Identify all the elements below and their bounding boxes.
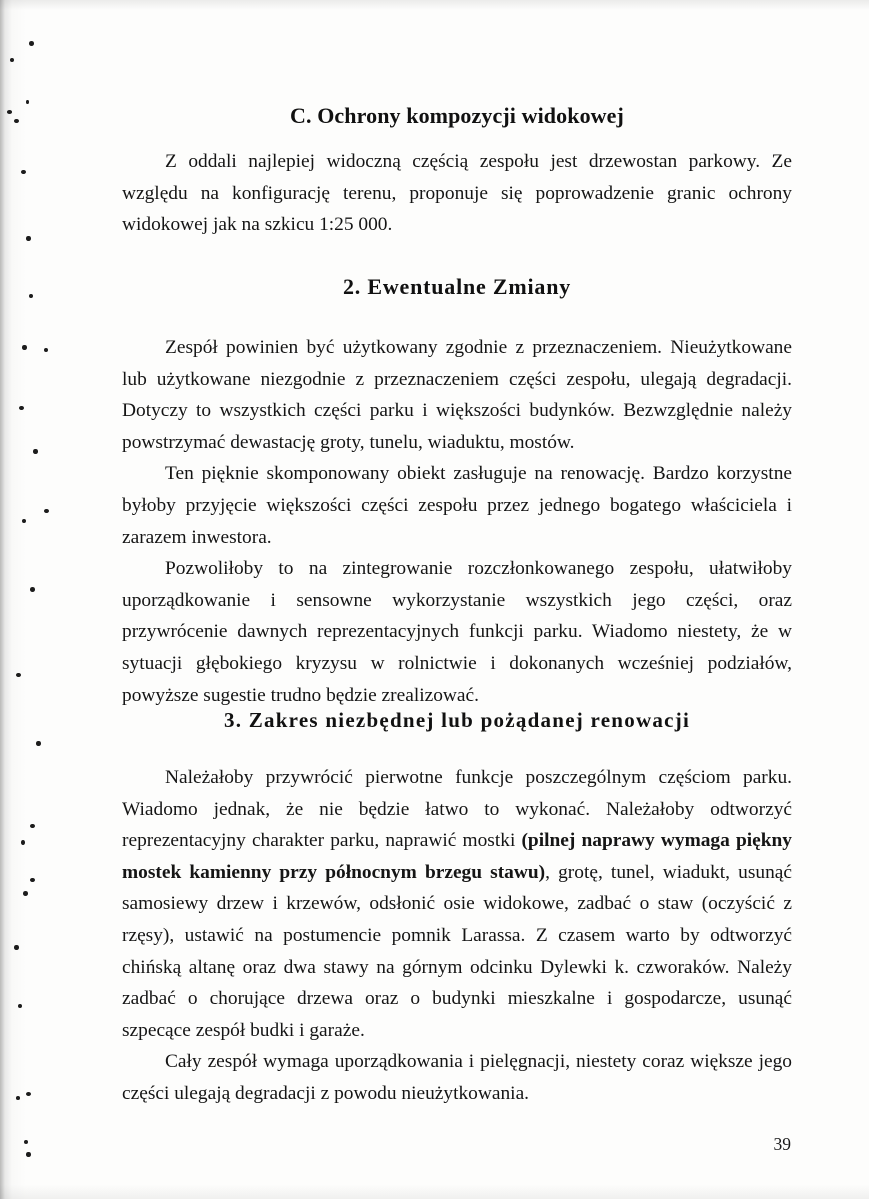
scan-speck [21,840,25,845]
paragraph: Cały zespół wymaga uporządkowania i pielęgnacji, niestety coraz większe jego części ulegają degradacji z powodu nieużytkowania. [122,1051,792,1104]
section-3-body [122,762,792,1110]
scan-speck [7,110,12,114]
scan-speck [26,1152,31,1157]
paragraph-tail-text: , grotę, tunel, wiadukt, usunąć samosiewy drzew i krzewów, odsłonić osie widokowe, zadbać o staw (oczyścić z rzęsy), ustawić na postumencie pomnik Larassa. Z czasem warto by odtworzyć chińską altanę oraz dwa stawy na górnym odcinku Dylewki k. czworaków. Należy zadbać o chorujące drzewa oraz o budynki mieszkalne i gospodarcze, usunąć szpecące zespół budki i garaże. [122,861,792,1041]
scan-speck [26,100,29,104]
scan-speck [26,236,31,241]
emphasis-bold-run: (pilnej naprawy wymaga piękny mostek kamienny przy północnym brzegu stawu) [122,830,792,883]
paragraph: Z oddali najlepiej widoczną częścią zespołu jest drzewostan parkowy. Ze względu na konfigurację terenu, proponuje się poprowadzenie granic ochrony widokowej jak na szkicu 1:25 000. [122,151,792,236]
scan-speck [16,1096,20,1100]
heading-section-2: 2. Ewentualne Zmiany [342,274,572,299]
scan-speck [22,345,27,350]
scan-speck [26,1092,31,1096]
scan-speck [36,741,41,746]
scan-speck [10,58,14,62]
scan-speck [29,41,34,46]
paragraph: Zespół powinien być użytkowany zgodnie z przeznaczeniem. Nieużytkowane lub użytkowane niezgodnie z przeznaczeniem części zespołu, ulegają degradacji. Dotyczy to wszystkich części parku i większości budynków. Bezwzględnie należy powstrzymać dewastację groty, tunelu, wiaduktu, mostów. [122,337,792,453]
scan-speck [23,891,28,896]
scan-speck [14,945,19,950]
scan-speck [19,406,24,410]
paragraph: Pozwoliłoby to na zintegrowanie rozczłonkowanego zespołu, ułatwiłoby uporządkowanie i sensowne wykorzystanie wszystkich jego części, oraz przywrócenie dawnych reprezentacyjnych funkcji parku. Wiadomo niestety, że w sytuacji głębokiego kryzysu w rolnictwie i dokonanych wcześniej podziałów, powyższe sugestie trudno będzie zrealizować. [122,558,792,706]
paragraph-with-emphasis [122,762,792,1046]
paragraph: Ten pięknie skomponowany obiekt zasługuje na renowację. Bardzo korzystne byłoby przyjęcie większości części zespołu przez jednego bogatego właściciela i zarazem inwestora. [122,463,792,548]
scan-speck [30,824,35,828]
scan-speck [44,509,49,513]
scan-speck [16,673,21,677]
scan-speck [14,119,19,123]
heading-section-c: C. Ochrony kompozycji widokowej [290,103,624,128]
scan-speck [29,294,33,298]
page-text-block [122,0,792,1199]
scan-speck [22,519,26,523]
scan-gutter-shadow [0,0,26,1199]
scan-speck [33,449,38,454]
scan-speck [30,878,35,882]
heading-section-3: 3. Zakres niezbędnej lub pożądanej renowacji [223,708,691,732]
paragraph-lead-text: Należałoby przywrócić pierwotne funkcje poszczególnym częściom parku. Wiadomo jednak, że nie będzie łatwo to wykonać. Należałoby odtworzyć reprezentacyjny charakter parku, naprawić mostki [122,767,792,852]
scan-speck [24,1140,28,1144]
scan-speck [21,170,26,174]
scan-speck [44,348,48,352]
scan-speck [30,587,35,592]
section-c-body [122,146,792,241]
scan-speck [18,1004,22,1008]
section-2-body [122,332,792,711]
page-number: 39 [773,1134,791,1154]
